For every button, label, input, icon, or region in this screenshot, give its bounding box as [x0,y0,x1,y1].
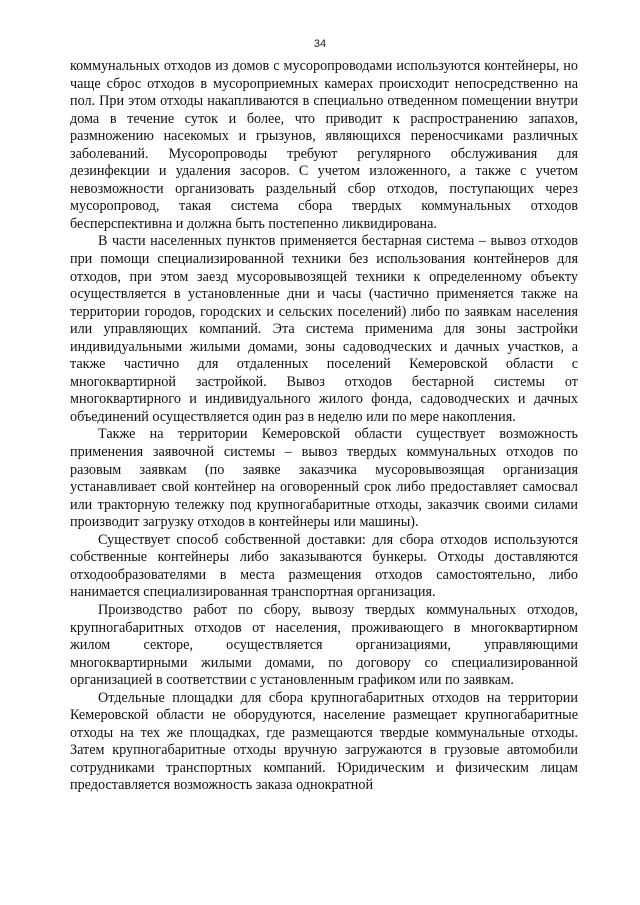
paragraph: В части населенных пунктов применяется бестарная система – вывоз отходов при помощи специализированной техники без использования контейнеров для отходов, при этом заезд мусоровывозящей техники к определенному объекту осуществляется в установленные дни и часы (частично применяется также на территории городов, городских и сельских поселений) либо по заявкам населения или управляющих компаний. Эта система применима для зоны застройки индивидуальными жилыми домами, зоны садоводческих и дачных участков, а также частично для отдаленных поселений Кемеровской области с многоквартирной застройкой. Вывоз отходов бестарной системы от многоквартирного и индивидуального жилого фонда, садоводческих и дачных объединений осуществляется один раз в неделю или по мере накопления. [70,233,578,425]
paragraph: Также на территории Кемеровской области существует возможность применения заявочной системы – вывоз твердых коммунальных отходов по разовым заявкам (по заявке заказчика мусоровывозящая организация устанавливает свой контейнер на оговоренный срок либо предоставляет самосвал или тракторную тележку под крупногабаритные отходы, заказчик своими силами производит загрузку отходов в контейнеры или машины). [70,426,578,531]
page-number: 34 [313,38,327,50]
document-body [70,58,578,795]
paragraph: Отдельные площадки для сбора крупногабаритных отходов на территории Кемеровской области не оборудуются, население размещает крупногабаритные отходы на тех же площадках, где размещаются твердые коммунальные отходы. Затем крупногабаритные отходы вручную загружаются в грузовые автомобили сотрудниками транспортных компаний. Юридическим и физическим лицам предоставляется возможность заказа однократной [70,689,578,794]
paragraph: Производство работ по сбору, вывозу твердых коммунальных отходов, крупногабаритных отходов от населения, проживающего в многоквартирном жилом секторе, осуществляется организациями, управляющими многоквартирными жилыми домами, по договору со специализированной организацией в соответствии с установленным графиком или по заявкам. [70,601,578,689]
paragraph: коммунальных отходов из домов с мусоропроводами используются контейнеры, но чаще сброс отходов в мусороприемных камерах происходит непосредственно на пол. При этом отходы накапливаются в специально отведенном помещении внутри дома в течение суток и более, что приводит к распространению запахов, размножению насекомых и грызунов, являющихся переносчиками различных заболеваний. Мусоропроводы требуют регулярного обслуживания для дезинфекции и удаления засоров. С учетом изложенного, а также с учетом невозможности организовать раздельный сбор отходов, поступающих через мусоропровод, такая система сбора твердых коммунальных отходов бесперспективна и должна быть постепенно ликвидирована. [70,58,578,232]
paragraph: Существует способ собственной доставки: для сбора отходов используются собственные контейнеры либо заказываются бункеры. Отходы доставляются отходообразователями в места размещения отходов самостоятельно, либо нанимается специализированная транспортная организация. [70,531,578,601]
